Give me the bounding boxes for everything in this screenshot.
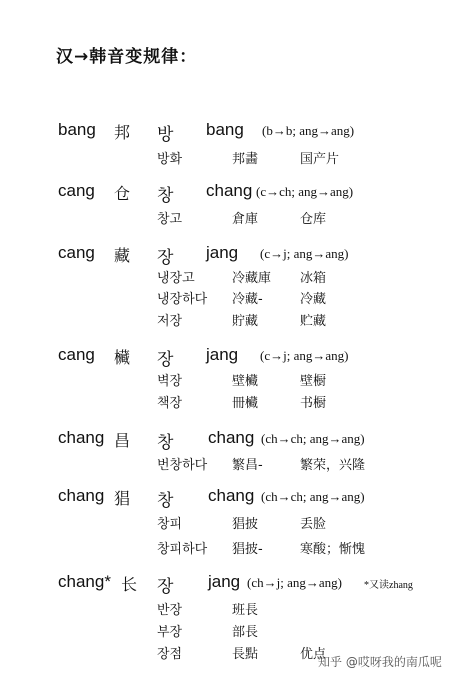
hanzi: 邦: [114, 123, 131, 142]
example-row: [0, 392, 474, 412]
romanization: bang: [206, 120, 244, 139]
sound-change-rule: (ch→ch; ang→ang): [261, 489, 365, 504]
hangul: 장: [157, 350, 174, 370]
example-hanja: 冊欌: [232, 396, 259, 411]
romanization: jang: [206, 345, 239, 364]
example-korean: 저장: [157, 314, 183, 329]
hangul: 방: [157, 125, 174, 145]
hangul: 창: [157, 491, 174, 511]
hangul: 장: [157, 248, 174, 268]
hangul: 창: [157, 186, 174, 206]
sound-change-rule: (b→b; ang→ang): [262, 123, 355, 138]
entry-main-line: [0, 345, 474, 371]
example-hanja: 長點: [232, 647, 259, 662]
example-chinese: 寒酸；惭愧: [300, 542, 366, 557]
example-chinese: 壁橱: [300, 374, 327, 389]
example-korean: 창피하다: [157, 542, 208, 557]
example-hanja: 倉庫: [232, 212, 259, 227]
example-korean: 창고: [157, 212, 183, 227]
example-korean: 번창하다: [157, 458, 208, 473]
example-hanja: 貯藏: [232, 314, 259, 329]
romanization: jang: [208, 572, 241, 591]
example-chinese: 丢脸: [300, 517, 327, 532]
entry-main-line: [0, 181, 474, 207]
example-chinese: 优点: [300, 647, 327, 662]
example-korean: 벽장: [157, 374, 183, 389]
example-chinese: 仓库: [300, 212, 327, 227]
entry-main-line: [0, 486, 474, 512]
example-row: [0, 148, 474, 168]
example-hanja: 部長: [232, 625, 259, 640]
pinyin: chang*: [58, 572, 111, 591]
example-chinese: 冰箱: [300, 271, 327, 286]
example-korean: 장점: [157, 647, 183, 662]
hanzi: 仓: [114, 184, 131, 203]
pinyin: cang: [58, 345, 95, 364]
hanzi: 猖: [114, 489, 131, 508]
example-row: [0, 513, 474, 533]
example-korean: 냉장고: [157, 271, 195, 286]
hangul: 창: [157, 433, 174, 453]
hangul: 장: [157, 577, 174, 597]
sound-change-rule: (ch→j; ang→ang): [247, 575, 342, 590]
example-chinese: 书橱: [300, 396, 327, 411]
example-row: [0, 538, 474, 558]
example-hanja: 繁昌-: [232, 458, 263, 473]
pinyin: chang: [58, 486, 105, 505]
example-hanja: 班長: [232, 603, 259, 618]
entry-main-line: [0, 243, 474, 269]
entry-main-line: [0, 428, 474, 454]
romanization: jang: [206, 243, 239, 262]
footnote-alt-reading: *又读zhang: [364, 580, 413, 591]
hanzi: 欌: [114, 348, 131, 367]
example-hanja: 猖披: [232, 517, 259, 532]
example-hanja: 冷藏庫: [232, 271, 272, 286]
example-hanja: 邦畵: [232, 152, 259, 167]
hanzi: 藏: [114, 246, 131, 265]
hanzi: 长: [121, 575, 138, 594]
example-korean: 부장: [157, 625, 183, 640]
example-korean: 방화: [157, 152, 183, 167]
romanization: chang: [208, 486, 255, 505]
example-korean: 책장: [157, 396, 183, 411]
hanzi: 昌: [114, 431, 131, 450]
example-chinese: 贮藏: [300, 314, 327, 329]
example-korean: 창피: [157, 517, 183, 532]
romanization: chang: [206, 181, 253, 200]
example-row: [0, 208, 474, 228]
entry-main-line: [0, 120, 474, 146]
entry-main-line: [0, 572, 474, 598]
example-chinese: 冷藏: [300, 292, 327, 307]
pinyin: cang: [58, 181, 95, 200]
example-chinese: 繁荣，兴隆: [300, 458, 366, 473]
example-chinese: 国产片: [300, 152, 340, 167]
example-row: [0, 370, 474, 390]
pinyin: chang: [58, 428, 105, 447]
example-hanja: 壁欌: [232, 374, 259, 389]
example-hanja: 冷藏-: [232, 292, 263, 307]
example-korean: 반장: [157, 603, 183, 618]
example-row: [0, 454, 474, 474]
example-korean: 냉장하다: [157, 292, 208, 307]
sound-change-rule: (c→j; ang→ang): [260, 246, 349, 261]
watermark: 知乎 @哎呀我的南瓜呢: [318, 655, 442, 669]
romanization: chang: [208, 428, 255, 447]
example-row: [0, 599, 474, 619]
example-row: [0, 288, 474, 308]
pinyin: cang: [58, 243, 95, 262]
sound-change-rule: (ch→ch; ang→ang): [261, 431, 365, 446]
sound-change-rule: (c→ch; ang→ang): [256, 184, 354, 199]
pinyin: bang: [58, 120, 96, 139]
example-row: [0, 621, 474, 641]
example-row: [0, 267, 474, 287]
sound-change-rule: (c→j; ang→ang): [260, 348, 349, 363]
example-hanja: 猖披-: [232, 542, 263, 557]
example-row: [0, 310, 474, 330]
page-title: 汉→韩音变规律：: [56, 47, 198, 67]
